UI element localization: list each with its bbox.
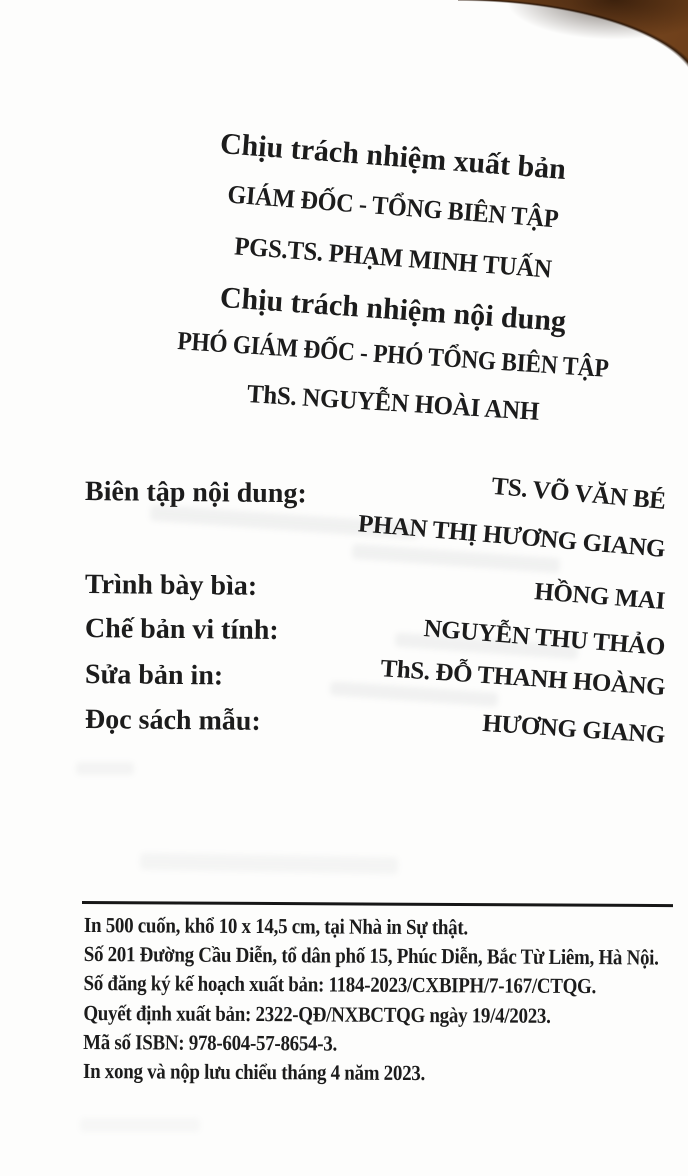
credit-label-cover-design: Trình bày bìa: bbox=[84, 569, 258, 602]
divider-line bbox=[82, 901, 673, 907]
credit-name: NGUYỄN THU THẢO bbox=[422, 615, 667, 661]
showthrough-ghost bbox=[80, 1118, 200, 1132]
director-name-line: PGS.TS. PHẠM MINH TUẤN bbox=[233, 231, 553, 284]
credit-name: TS. VÕ VĂN BÉ bbox=[490, 472, 667, 515]
print-run-line: In 500 cuốn, khổ 10 x 14,5 cm, tại Nhà in Sự thật. bbox=[83, 912, 468, 940]
table-corner-background bbox=[458, 0, 688, 92]
deputy-director-name-line: ThS. NGUYỄN HOÀI ANH bbox=[246, 379, 540, 426]
isbn-line: Mã số ISBN: 978-604-57-8654-3. bbox=[83, 1029, 338, 1056]
credit-label-sample-reading: Đọc sách mẫu: bbox=[84, 704, 261, 737]
credit-name: HƯƠNG GIANG bbox=[481, 709, 666, 749]
registration-line: Số đăng ký kế hoạch xuất bản: 1184-2023/CXBIPH/7-167/CTQG. bbox=[83, 971, 597, 999]
credit-label-typesetting: Chế bản vi tính: bbox=[84, 613, 279, 647]
printer-address-line: Số 201 Đường Cầu Diễn, tổ dân phố 15, Phúc Diễn, Bắc Từ Liêm, Hà Nội. bbox=[83, 942, 659, 970]
credit-name: PHAN THỊ HƯƠNG GIANG bbox=[356, 510, 667, 563]
print-info-block bbox=[83, 911, 688, 1090]
responsibility-content-heading: Chịu trách nhiệm nội dung bbox=[218, 280, 568, 339]
showthrough-ghost bbox=[140, 853, 398, 875]
deposit-line: In xong và nộp lưu chiểu tháng 4 năm 2023. bbox=[82, 1059, 426, 1086]
publishing-decision-line: Quyết định xuất bản: 2322-QĐ/NXBCTQG ngày 19/4/2023. bbox=[83, 1000, 551, 1028]
deputy-director-title-line: PHÓ GIÁM ĐỐC - PHÓ TỔNG BIÊN TẬP bbox=[176, 326, 610, 383]
responsibility-publishing-heading: Chịu trách nhiệm xuất bản bbox=[218, 127, 568, 186]
credit-label-proofreading: Sửa bản in: bbox=[84, 659, 224, 692]
showthrough-ghost bbox=[76, 762, 134, 775]
credit-label-content-editing: Biên tập nội dung: bbox=[84, 476, 307, 510]
credit-name: ThS. ĐỖ THANH HOÀNG bbox=[379, 655, 666, 701]
director-title-line: GIÁM ĐỐC - TỔNG BIÊN TẬP bbox=[226, 179, 560, 234]
credit-name: HỒNG MAI bbox=[533, 578, 667, 615]
